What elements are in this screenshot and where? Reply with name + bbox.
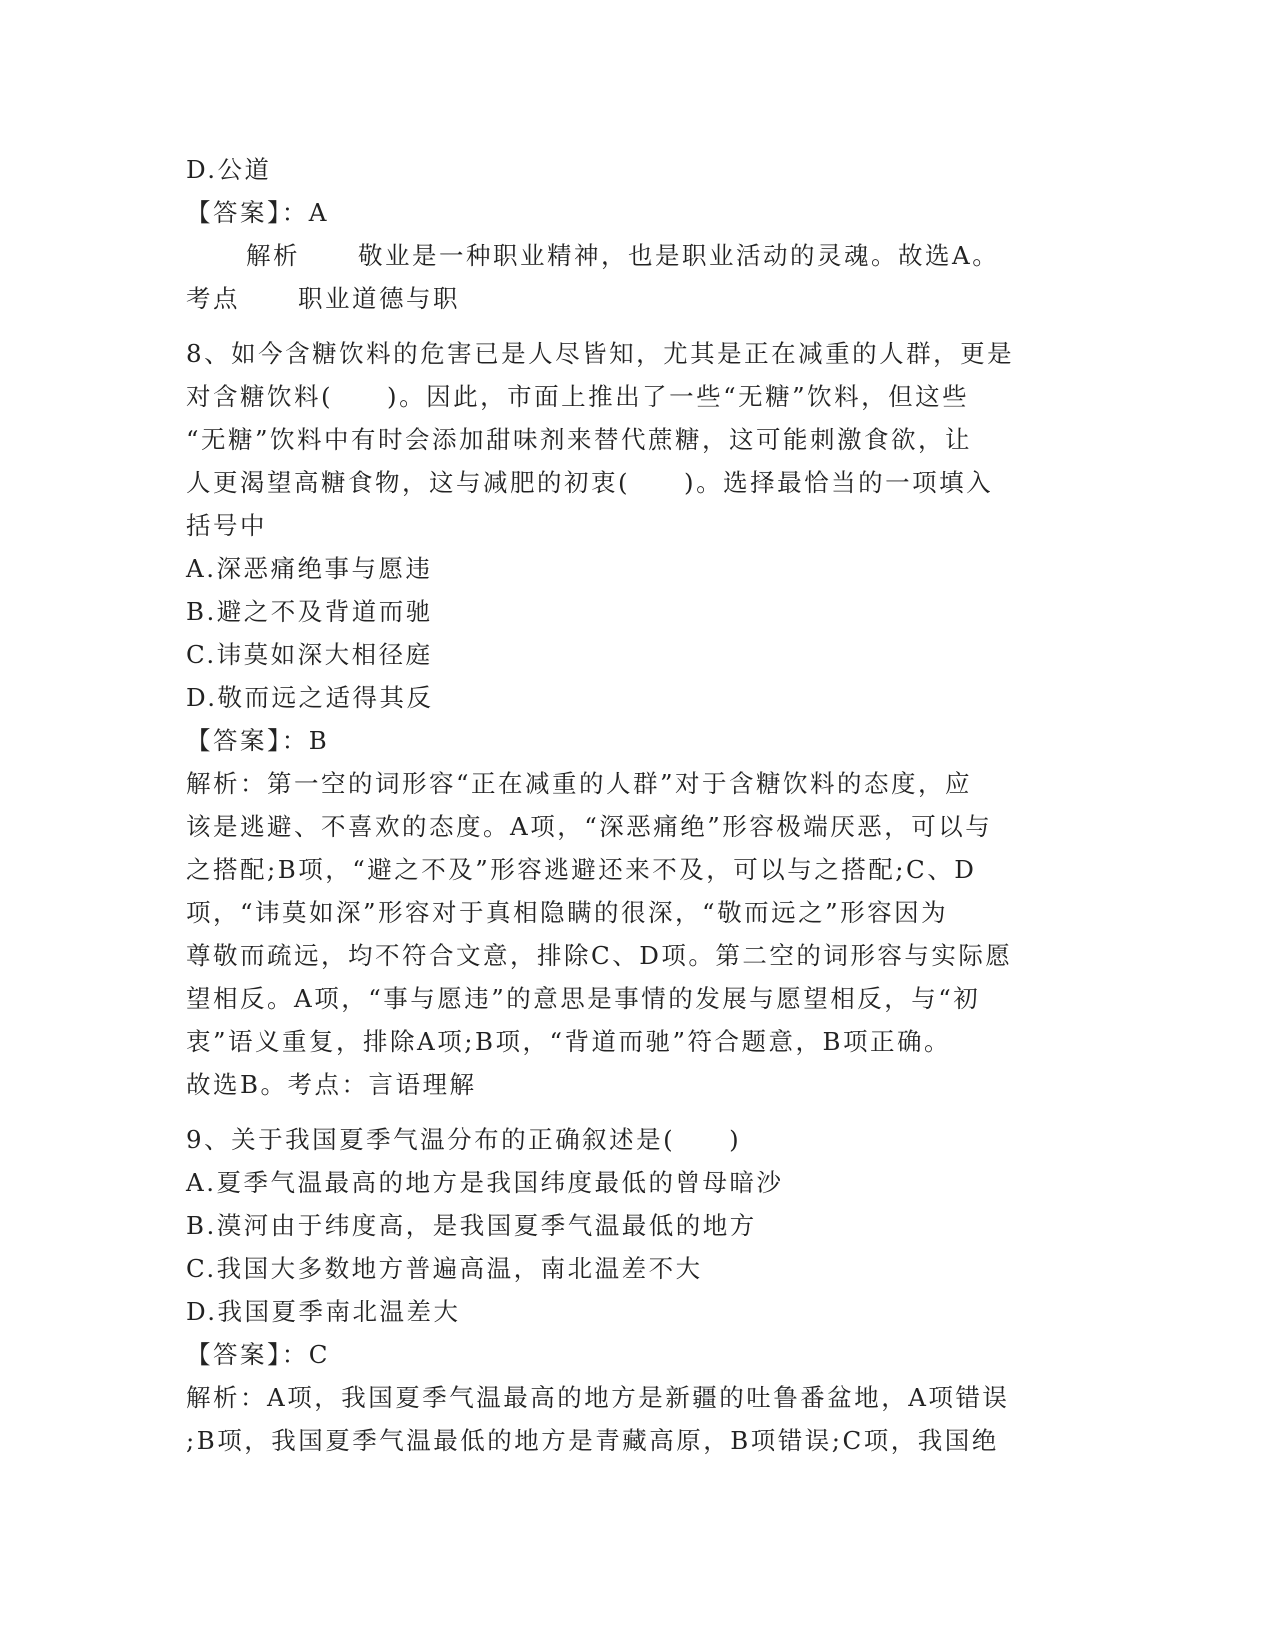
- q8-answer: 【答案】：B: [186, 726, 330, 755]
- question-8: [186, 332, 1086, 1106]
- q8-analysis-line: 该是逃避、不喜欢的态度。A项，“深恶痛绝”形容极端厌恶，可以与: [186, 812, 993, 841]
- q7-point-text: 职业道德与职: [298, 284, 460, 313]
- q9-stem: 9、关于我国夏季气温分布的正确叙述是( ): [186, 1125, 742, 1154]
- q8-option-c: C.讳莫如深大相径庭: [186, 640, 433, 669]
- question-9: [186, 1118, 1086, 1462]
- q7-analysis-label: 解析: [246, 241, 300, 270]
- q8-stem-line: 括号中: [186, 511, 267, 540]
- q9-analysis-line: 解析：A项，我国夏季气温最高的地方是新疆的吐鲁番盆地，A项错误: [186, 1383, 1010, 1412]
- q7-analysis: [186, 234, 1086, 277]
- q9-option-d: D.我国夏季南北温差大: [186, 1297, 461, 1326]
- q9-option-c: C.我国大多数地方普遍高温，南北温差不大: [186, 1254, 703, 1283]
- q9-option-b: B.漠河由于纬度高，是我国夏季气温最低的地方: [186, 1211, 757, 1240]
- q7-option-d: D.公道: [186, 155, 272, 184]
- q8-analysis-line: 故选B。考点：言语理解: [186, 1070, 477, 1099]
- q8-analysis-line: 解析：第一空的词形容“正在减重的人群”对于含糖饮料的态度，应: [186, 769, 973, 798]
- q7-analysis-text: 敬业是一种职业精神，也是职业活动的灵魂。故选A。: [358, 241, 1000, 270]
- q8-option-a: A.深恶痛绝事与愿违: [186, 554, 433, 583]
- q8-analysis-line: 望相反。A项，“事与愿违”的意思是事情的发展与愿望相反，与“初: [186, 984, 981, 1013]
- q7-point-label: 考点: [186, 284, 240, 313]
- q9-answer: 【答案】：C: [186, 1340, 330, 1369]
- q8-analysis-line: 尊敬而疏远，均不符合文意，排除C、D项。第二空的词形容与实际愿: [186, 941, 1013, 970]
- q7-point: [186, 277, 1086, 320]
- q8-stem-line: 8、如今含糖饮料的危害已是人尽皆知，尤其是正在减重的人群，更是: [186, 339, 1015, 368]
- document-page: [186, 148, 1086, 1462]
- q8-stem-line: 对含糖饮料( )。因此，市面上推出了一些“无糖”饮料，但这些: [186, 382, 970, 411]
- q8-stem-line: 人更渴望高糖食物，这与减肥的初衷( )。选择最恰当的一项填入: [186, 468, 994, 497]
- q8-option-b: B.避之不及背道而驰: [186, 597, 433, 626]
- q9-option-a: A.夏季气温最高的地方是我国纬度最低的曾母暗沙: [186, 1168, 784, 1197]
- q9-analysis-line: ;B项，我国夏季气温最低的地方是青藏高原，B项错误;C项，我国绝: [186, 1426, 999, 1455]
- q8-analysis-line: 项，“讳莫如深”形容对于真相隐瞒的很深，“敬而远之”形容因为: [186, 898, 949, 927]
- q8-analysis-line: 之搭配;B项，“避之不及”形容逃避还来不及，可以与之搭配;C、D: [186, 855, 977, 884]
- q8-stem-line: “无糖”饮料中有时会添加甜味剂来替代蔗糖，这可能刺激食欲，让: [186, 425, 973, 454]
- q7-answer: 【答案】：A: [186, 198, 329, 227]
- q8-option-d: D.敬而远之适得其反: [186, 683, 434, 712]
- q8-analysis-line: 衷”语义重复，排除A项;B项，“背道而驰”符合题意，B项正确。: [186, 1027, 952, 1056]
